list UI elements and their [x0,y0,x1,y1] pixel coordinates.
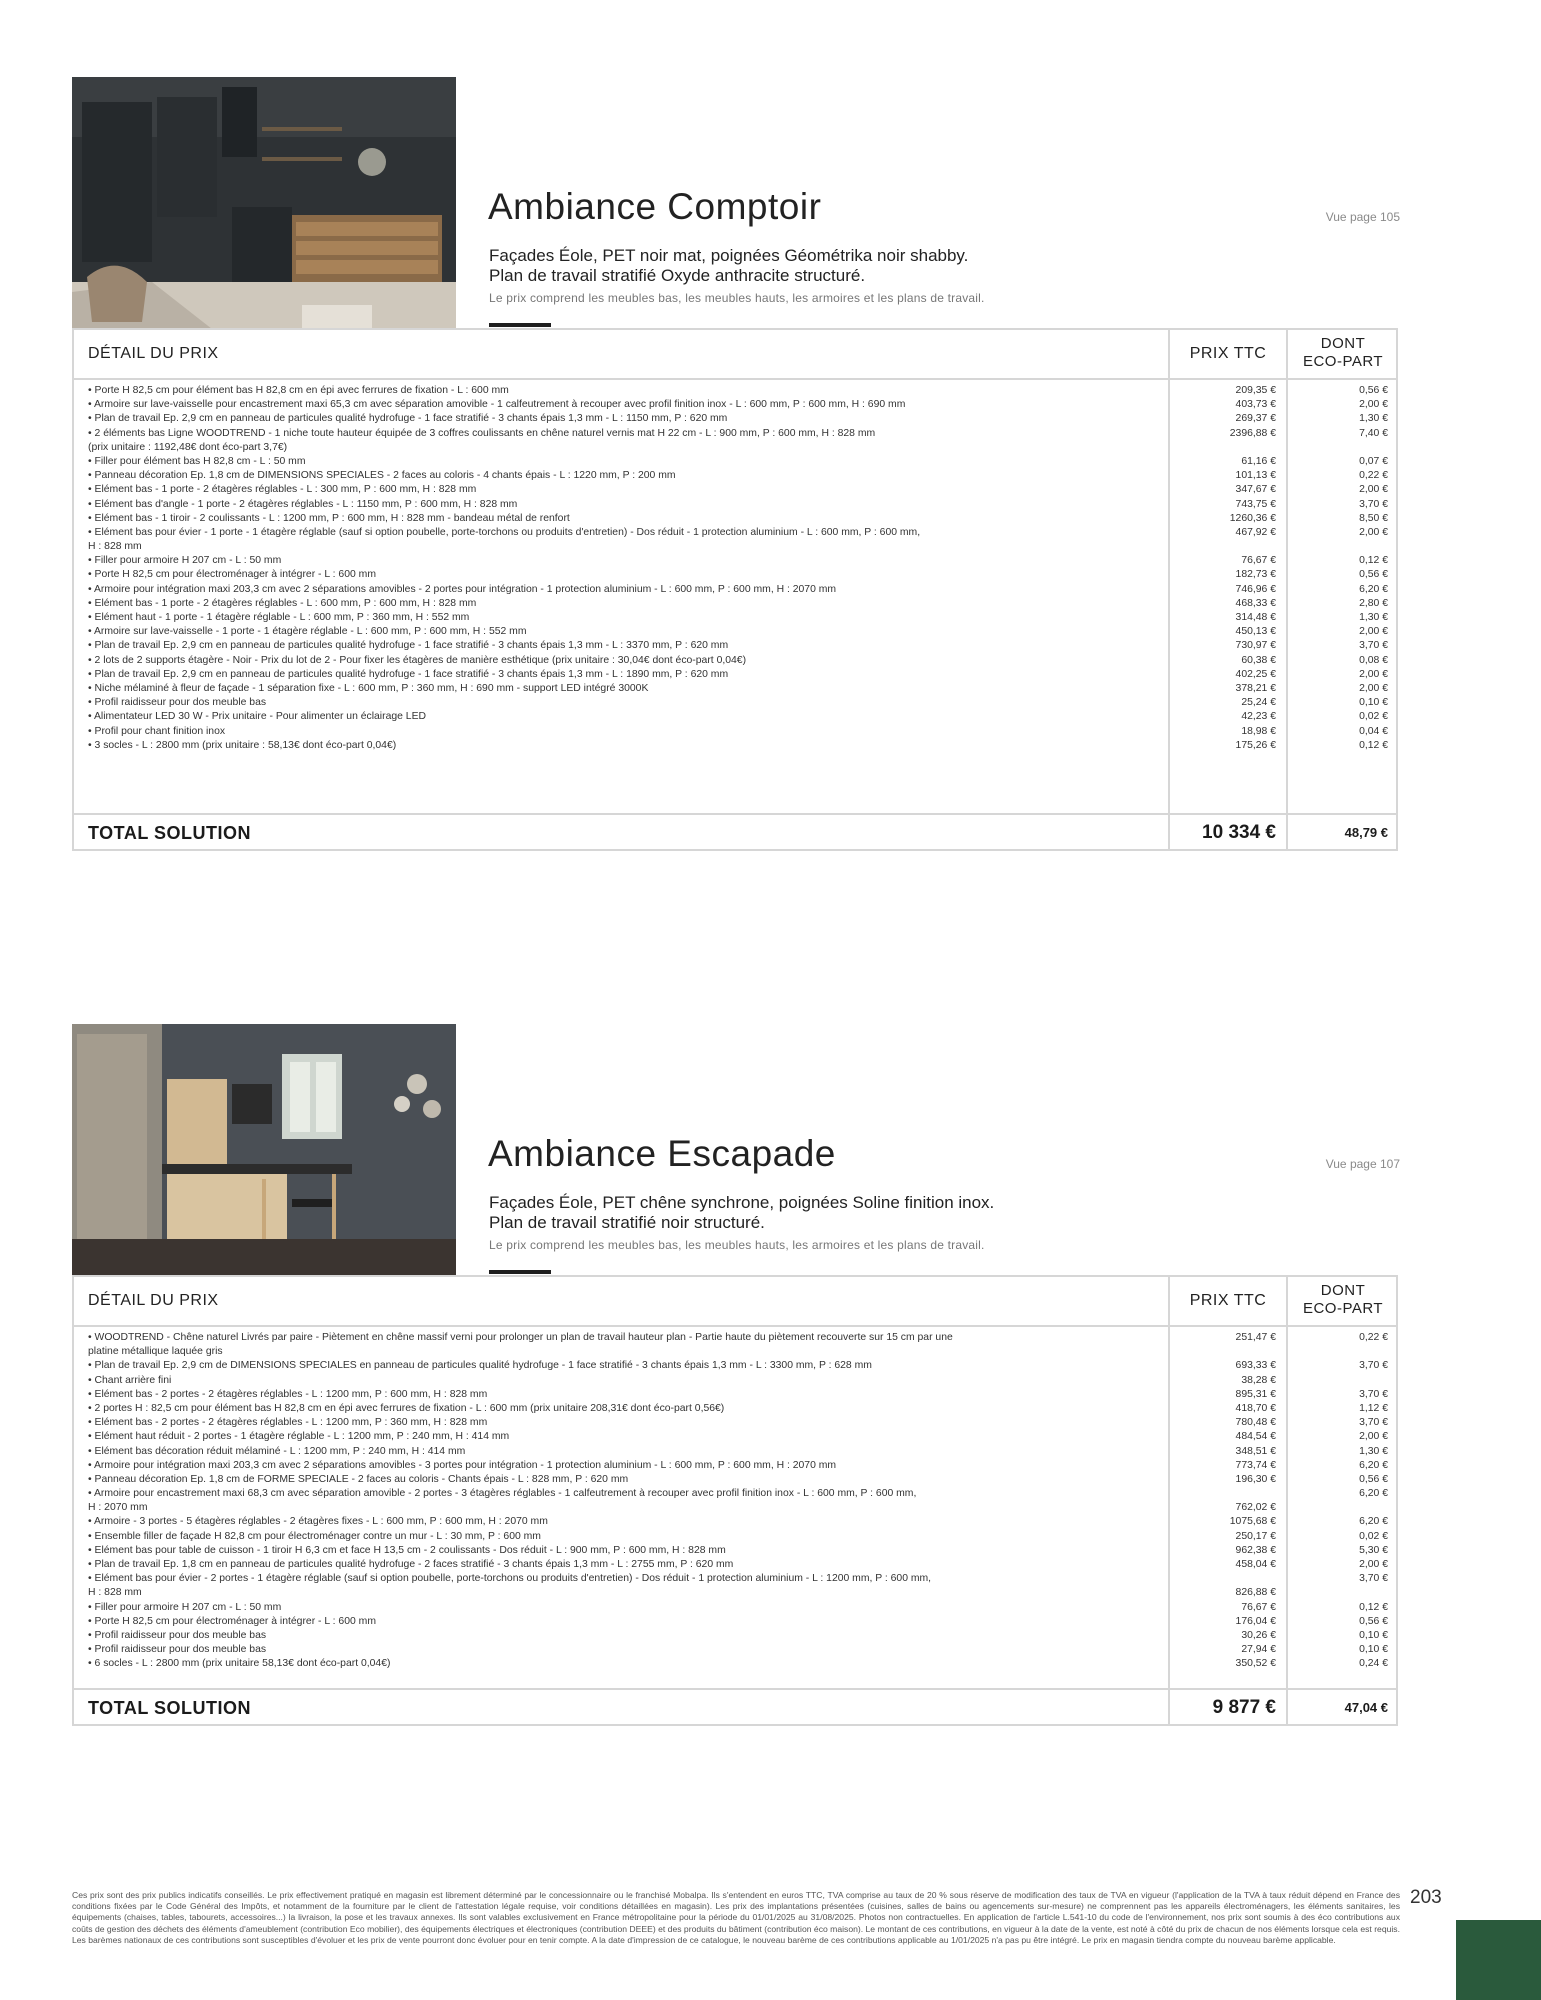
row-price: 762,02 € [1235,1502,1276,1514]
total-label: TOTAL SOLUTION [88,823,251,843]
row-price: 378,21 € [1235,682,1276,694]
row-price: 27,94 € [1241,1644,1276,1656]
row-price: 746,96 € [1235,583,1276,595]
table-row [74,540,1396,554]
row-eco-part: 0,10 € [1359,697,1388,709]
row-eco-part: 3,70 € [1359,1573,1388,1585]
row-price: 402,25 € [1235,668,1276,680]
row-eco-part: 1,30 € [1359,612,1388,623]
row-eco-part: 0,12 € [1359,555,1388,567]
table-row [74,1388,1396,1402]
table-row [74,1615,1396,1629]
total-price: 9 877 € [1212,1697,1276,1718]
table-rows [74,1331,1396,1672]
row-eco-part: 1,30 € [1359,413,1388,425]
row-eco-part: 2,00 € [1359,1559,1388,1570]
kitchen-photo-comptoir [72,77,456,329]
row-price: 895,31 € [1235,1388,1276,1400]
table-row [74,1459,1396,1473]
row-label: • Elément haut réduit - 2 portes - 1 étagère réglable - L : 1200 mm, P : 240 mm, H : 414 mm [88,1431,510,1443]
table-row [74,1473,1396,1487]
row-price: 962,38 € [1235,1544,1276,1556]
row-label: • Porte H 82,5 cm pour électroménager à intégrer - L : 600 mm [88,569,376,581]
row-label: • Profil raidisseur pour dos meuble bas [88,1644,267,1656]
table-row [74,498,1396,512]
table-row [74,1402,1396,1416]
legal-footer: Ces prix sont des prix publics indicatifs conseillés. Le prix effectivement pratiqué en magasin est librement déterminé par le concessionnaire ou le franchisé Mobalpa. Ils s'entendent en euros TTC, TVA comprise au taux de 20 % sous réserve de modification des taux de TVA en vigueur (l'application de la TVA à taux réduit dépend en France des conditions fixées par le Code Général des Impôts, et notamment de la fourniture par le client de l'attestation légale requise, voir conditions détaillées en magasin). Les prix des implantations présentées (cuisines, salles de bains ou agencements sur-mesure) ne comprennent pas les appareils électroménagers, les éléments sanitaires, les équipements (chaises, tables, tabourets, accessoires...) la livraison, la pose et les travaux annexes. Ils sont valables exclusivement en France métropolitaine pour la période du 01/01/2025 au 31/08/2025. Photos non contractuelles. En application de l'article L.541-10 du code de l'environnement, nos prix sont soumis à des éco contributions aux coûts de gestion des déchets des éléments d'ameublement (contribution Eco mobilier), des équipements électriques et électroniques (contribution DEEE) et des produits du bâtiment (contribution éco maison). Le montant de ces contributions, en vigueur à la date de la vente, est noté à côté du prix de chacun de nos éléments lorsque cela est requis. Les barèmes nationaux de ces contributions sont susceptibles d'évoluer et les prix de vente pourront donc évoluer pour en tenir compte. A la date d'impression de ce catalogue, le nouveau barème de ces contributions applicable au 1/01/2025 n'a pas pu être intégré. Le prix en magasin tiendra compte du nouveau barème applicable. [72,1890,1400,1945]
row-price: 743,75 € [1235,498,1276,510]
row-eco-part: 0,56 € [1359,1473,1388,1485]
table-row [74,455,1396,469]
row-eco-part: 2,80 € [1359,597,1388,609]
table-row [74,412,1396,426]
row-price: 468,33 € [1235,597,1276,609]
table-row [74,1331,1396,1345]
row-label: • Elément bas - 1 tiroir - 2 coulissants - L : 1200 mm, P : 600 mm, H : 828 mm - bandeau métal de renfort [88,512,570,524]
row-label: • Armoire pour intégration maxi 203,3 cm avec 2 séparations amovibles - 2 portes pour intégration - 1 protection aluminium - L : 600 mm, P : 600 mm, H : 2070 mm [88,583,837,595]
header-eco-line2: ECO-PART [1302,1300,1384,1317]
header-detail: DÉTAIL DU PRIX [88,345,219,362]
row-price: 61,16 € [1241,455,1276,467]
row-label: • Filler pour armoire H 207 cm - L : 50 mm [88,1601,282,1613]
row-price: 1075,68 € [1229,1516,1276,1528]
header-eco-line1: DONT [1320,1282,1366,1299]
table-row [74,1359,1396,1373]
table-row [74,1558,1396,1572]
vue-page-ref: Vue page 107 [1325,1157,1400,1171]
row-price: 347,67 € [1235,484,1276,496]
row-eco-part: 0,10 € [1359,1629,1388,1641]
table-row [74,554,1396,568]
row-price: 450,13 € [1235,626,1276,638]
row-price: 60,38 € [1241,654,1276,666]
table-row [74,483,1396,497]
row-label: (prix unitaire : 1192,48€ dont éco-part 3,7€) [88,441,288,453]
row-label: • 2 lots de 2 supports étagère - Noir - Prix du lot de 2 - Pour fixer les étagères de manière esthétique (prix unitaire : 30,04€ dont éco-part 0,04€) [88,654,747,666]
price-note: Le prix comprend les meubles bas, les meubles hauts, les armoires et les plans de travail. [489,291,985,305]
row-label: • Elément bas décoration réduit mélaminé - L : 1200 mm, P : 240 mm, H : 414 mm [88,1445,466,1457]
row-price: 484,54 € [1235,1431,1276,1443]
header-eco-line2: ECO-PART [1302,353,1384,370]
header-eco-line1: DONT [1320,335,1366,352]
title-underline [489,1270,551,1274]
table-row [74,568,1396,582]
row-label: • Elément haut - 1 porte - 1 étagère réglable - L : 600 mm, P : 360 mm, H : 552 mm [88,612,470,623]
row-price: 773,74 € [1235,1459,1276,1471]
row-label: • Plan de travail Ep. 2,9 cm en panneau de particules qualité hydrofuge - 1 face stratifié - 3 chants épais 1,3 mm - L : 1150 mm, P : 620 mm [88,413,728,425]
table-header [74,1277,1396,1327]
table-row [74,1445,1396,1459]
row-label: • Elément bas pour évier - 1 porte - 1 étagère réglable (sauf si option poubelle, porte-torchons ou produits d'entretien) - Dos réduit - 1 protection aluminium - L : 600 mm, P : 600 mm, [88,526,921,538]
row-price: 182,73 € [1235,569,1276,581]
row-price: 826,88 € [1235,1587,1276,1599]
header-detail: DÉTAIL DU PRIX [88,1292,219,1309]
row-eco-part: 3,70 € [1359,1388,1388,1400]
table-rows [74,384,1396,753]
total-row [74,813,1396,849]
table-row [74,1586,1396,1600]
row-eco-part: 8,50 € [1359,512,1388,524]
row-label: • WOODTREND - Chêne naturel Livrés par paire - Piètement en chêne massif verni pour prolonger un plan de travail hauteur plan - Partie haute du piètement recouverte sur 15 cm par une [88,1332,953,1343]
row-label: • Filler pour armoire H 207 cm - L : 50 mm [88,555,282,567]
table-row [74,1629,1396,1643]
row-eco-part: 6,20 € [1359,583,1388,595]
row-price: 730,97 € [1235,640,1276,652]
header-eco-part [1288,335,1398,371]
row-label: • 2 portes H : 82,5 cm pour élément bas H 82,8 cm en épi avec ferrures de fixation - L : 600 mm (prix unitaire 208,31€ dont éco-part 0,56€) [88,1402,725,1414]
row-price: 251,47 € [1235,1332,1276,1343]
row-eco-part: 0,02 € [1359,1530,1388,1542]
table-row [74,597,1396,611]
row-label: platine métallique laquée gris [88,1346,223,1358]
row-price: 2396,88 € [1229,427,1276,439]
row-eco-part: 2,00 € [1359,399,1388,411]
row-label: H : 2070 mm [88,1502,148,1514]
row-eco-part: 1,12 € [1359,1402,1388,1414]
total-row [74,1688,1396,1724]
header-eco-part [1288,1282,1398,1318]
price-table [72,1275,1398,1726]
row-label: • Ensemble filler de façade H 82,8 cm pour électroménager contre un mur - L : 30 mm, P : 600 mm [88,1530,541,1542]
row-price: 175,26 € [1235,739,1276,751]
row-label: • Panneau décoration Ep. 1,8 cm de DIMENSIONS SPECIALES - 2 faces au coloris - 4 chants épais - L : 1220 mm, P : 200 mm [88,470,676,482]
row-label: • Armoire - 3 portes - 5 étagères réglables - 2 étagères fixes - L : 600 mm, P : 600 mm, H : 2070 mm [88,1516,548,1528]
table-row [74,739,1396,753]
row-eco-part: 1,30 € [1359,1445,1388,1457]
row-eco-part: 0,04 € [1359,725,1388,737]
table-row [74,583,1396,597]
row-eco-part: 2,00 € [1359,526,1388,538]
table-row [74,441,1396,455]
row-label: • Armoire sur lave-vaisselle pour encastrement maxi 65,3 cm avec séparation amovible - 1 calfeutrement à recouper avec profil finition inox - L : 600 mm, P : 600 mm, H : 690 mm [88,399,906,411]
header-prix-ttc: PRIX TTC [1189,1292,1267,1309]
row-eco-part: 3,70 € [1359,1360,1388,1372]
table-header [74,330,1396,380]
table-row [74,696,1396,710]
table-row [74,654,1396,668]
page-number: 203 [1410,1887,1442,1908]
row-price: 101,13 € [1235,470,1276,482]
row-eco-part: 7,40 € [1359,427,1388,439]
row-eco-part: 0,07 € [1359,455,1388,467]
row-eco-part: 6,20 € [1359,1516,1388,1528]
row-price: 348,51 € [1235,1445,1276,1457]
row-label: • Alimentateur LED 30 W - Prix unitaire - Pour alimenter un éclairage LED [88,711,427,723]
table-row [74,512,1396,526]
table-row [74,1501,1396,1515]
table-row [74,725,1396,739]
kitchen-photo-escapade [72,1024,456,1276]
section-comptoir [72,77,1400,851]
price-table [72,328,1398,851]
row-eco-part: 2,00 € [1359,682,1388,694]
row-label: • Plan de travail Ep. 2,9 cm en panneau de particules qualité hydrofuge - 1 face stratifié - 3 chants épais 1,3 mm - L : 3370 mm, P : 620 mm [88,640,729,652]
row-price: 350,52 € [1235,1658,1276,1670]
row-price: 467,92 € [1235,526,1276,538]
row-label: • Chant arrière fini [88,1374,172,1386]
row-label: • Filler pour élément bas H 82,8 cm - L : 50 mm [88,455,306,467]
row-eco-part: 0,12 € [1359,739,1388,751]
row-eco-part: 0,56 € [1359,385,1388,396]
row-eco-part: 0,12 € [1359,1601,1388,1613]
table-row [74,625,1396,639]
description-line-1: Façades Éole, PET noir mat, poignées Géométrika noir shabby. [489,246,969,265]
row-label: • 6 socles - L : 2800 mm (prix unitaire 58,13€ dont éco-part 0,04€) [88,1658,391,1670]
table-row [74,682,1396,696]
row-label: • Plan de travail Ep. 2,9 cm en panneau de particules qualité hydrofuge - 1 face stratifié - 3 chants épais 1,3 mm - L : 1890 mm, P : 620 mm [88,668,729,680]
table-row [74,1515,1396,1529]
row-label: • Elément bas - 1 porte - 2 étagères réglables - L : 300 mm, P : 600 mm, H : 828 mm [88,484,477,496]
row-label: • Panneau décoration Ep. 1,8 cm de FORME SPECIALE - 2 faces au coloris - Chants épais - L : 828 mm, P : 620 mm [88,1473,629,1485]
description-line-2: Plan de travail stratifié noir structuré. [489,1213,765,1232]
table-row [74,1374,1396,1388]
row-price: 18,98 € [1241,725,1276,737]
row-label: • Plan de travail Ep. 1,8 cm en panneau de particules qualité hydrofuge - 2 faces stratifié - 3 chants épais 1,3 mm - L : 2755 mm, P : 620 mm [88,1559,734,1570]
row-eco-part: 0,22 € [1359,1332,1388,1343]
row-eco-part: 0,56 € [1359,1615,1388,1627]
row-price: 403,73 € [1235,399,1276,411]
row-eco-part: 3,70 € [1359,1417,1388,1429]
row-label: • Armoire sur lave-vaisselle - 1 porte - 1 étagère réglable - L : 600 mm, P : 600 mm, H : 552 mm [88,626,527,638]
price-note: Le prix comprend les meubles bas, les meubles hauts, les armoires et les plans de travail. [489,1238,985,1252]
row-price: 196,30 € [1235,1473,1276,1485]
row-eco-part: 3,70 € [1359,498,1388,510]
table-row [74,1416,1396,1430]
row-price: 209,35 € [1235,385,1276,396]
row-label: • Armoire pour encastrement maxi 68,3 cm avec séparation amovible - 2 portes - 3 étagères réglables - 1 calfeutrement à recouper avec profil finition inox - L : 600 mm, P : 600 mm, [88,1488,917,1500]
table-row [74,611,1396,625]
row-label: • Elément bas d'angle - 1 porte - 2 étagères réglables - L : 1150 mm, P : 600 mm, H : 828 mm [88,498,518,510]
table-row [74,526,1396,540]
row-price: 693,33 € [1235,1360,1276,1372]
row-price: 269,37 € [1235,413,1276,425]
row-label: • Plan de travail Ep. 2,9 cm de DIMENSIONS SPECIALES en panneau de particules qualité hydrofuge - 1 face stratifié - 3 chants épais 1,3 mm - L : 3300 mm, P : 628 mm [88,1360,872,1372]
description-line-1: Façades Éole, PET chêne synchrone, poignées Soline finition inox. [489,1193,995,1212]
row-eco-part: 0,08 € [1359,654,1388,666]
description-line-2: Plan de travail stratifié Oxyde anthracite structuré. [489,266,866,285]
row-label: H : 828 mm [88,541,142,553]
row-label: • Profil raidisseur pour dos meuble bas [88,697,267,709]
total-label: TOTAL SOLUTION [88,1698,251,1718]
table-row [74,1572,1396,1586]
row-price: 76,67 € [1241,1601,1276,1613]
row-eco-part: 2,00 € [1359,668,1388,680]
table-row [74,398,1396,412]
section-escapade [72,1024,1400,1724]
table-row [74,1345,1396,1359]
row-price: 418,70 € [1235,1402,1276,1414]
row-eco-part: 2,00 € [1359,1431,1388,1443]
row-eco-part: 3,70 € [1359,640,1388,652]
total-eco-part: 48,79 € [1344,825,1388,840]
total-eco-part: 47,04 € [1344,1700,1388,1715]
row-eco-part: 0,10 € [1359,1644,1388,1656]
table-row [74,384,1396,398]
row-price: 780,48 € [1235,1417,1276,1429]
row-label: • 2 éléments bas Ligne WOODTREND - 1 niche toute hauteur équipée de 3 coffres coulissants en chêne naturel vernis mat H 22 cm - L : 900 mm, P : 600 mm, H : 828 mm [88,427,876,439]
row-price: 42,23 € [1241,711,1276,723]
row-label: • 3 socles - L : 2800 mm (prix unitaire : 58,13€ dont éco-part 0,04€) [88,739,397,751]
row-price: 314,48 € [1235,612,1276,623]
brand-color-block [1456,1920,1541,2000]
row-eco-part: 2,00 € [1359,626,1388,638]
table-row [74,1601,1396,1615]
table-row [74,469,1396,483]
row-price: 1260,36 € [1229,512,1276,524]
table-row [74,1430,1396,1444]
row-eco-part: 0,56 € [1359,569,1388,581]
row-label: • Elément bas pour évier - 2 portes - 1 étagère réglable (sauf si option poubelle, porte-torchons ou produits d'entretien) - Dos réduit - 1 protection aluminium - L : 1200 mm, P : 600 mm, [88,1573,932,1585]
row-label: • Porte H 82,5 cm pour élément bas H 82,8 cm en épi avec ferrures de fixation - L : 600 mm [88,385,509,396]
row-eco-part: 0,24 € [1359,1658,1388,1670]
row-label: • Elément bas - 1 porte - 2 étagères réglables - L : 600 mm, P : 600 mm, H : 828 mm [88,597,477,609]
section-title: Ambiance Comptoir [488,186,822,227]
title-underline [489,323,551,327]
row-eco-part: 6,20 € [1359,1488,1388,1500]
row-label: H : 828 mm [88,1587,142,1599]
row-label: • Elément bas pour table de cuisson - 1 tiroir H 6,3 cm et face H 13,5 cm - 2 coulissants - Dos réduit - L : 900 mm, P : 600 mm, H : 828 mm [88,1544,726,1556]
table-row [74,427,1396,441]
section-title: Ambiance Escapade [488,1133,836,1174]
row-price: 176,04 € [1235,1615,1276,1627]
row-eco-part: 0,02 € [1359,711,1388,723]
table-row [74,1530,1396,1544]
table-row [74,639,1396,653]
row-label: • Elément bas - 2 portes - 2 étagères réglables - L : 1200 mm, P : 600 mm, H : 828 mm [88,1388,488,1400]
row-price: 38,28 € [1241,1374,1276,1386]
row-price: 25,24 € [1241,697,1276,709]
table-row [74,1544,1396,1558]
row-label: • Elément bas - 2 portes - 2 étagères réglables - L : 1200 mm, P : 360 mm, H : 828 mm [88,1417,488,1429]
row-price: 250,17 € [1235,1530,1276,1542]
row-eco-part: 5,30 € [1359,1544,1388,1556]
table-row [74,1657,1396,1671]
row-label: • Niche mélaminé à fleur de façade - 1 séparation fixe - L : 600 mm, P : 360 mm, H : 690 mm - support LED intégré 3000K [88,682,649,694]
row-label: • Profil raidisseur pour dos meuble bas [88,1629,267,1641]
row-label: • Porte H 82,5 cm pour électroménager à intégrer - L : 600 mm [88,1615,376,1627]
header-prix-ttc: PRIX TTC [1189,345,1267,362]
row-price: 76,67 € [1241,555,1276,567]
row-eco-part: 6,20 € [1359,1459,1388,1471]
vue-page-ref: Vue page 105 [1325,210,1400,224]
table-row [74,710,1396,724]
row-eco-part: 0,22 € [1359,470,1388,482]
row-label: • Profil pour chant finition inox [88,725,226,737]
row-price: 458,04 € [1235,1559,1276,1570]
row-eco-part: 2,00 € [1359,484,1388,496]
table-row [74,1643,1396,1657]
row-label: • Armoire pour intégration maxi 203,3 cm avec 2 séparations amovibles - 3 portes pour intégration - 1 protection aluminium - L : 600 mm, P : 600 mm, H : 2070 mm [88,1459,837,1471]
table-row [74,1487,1396,1501]
total-price: 10 334 € [1202,822,1276,843]
table-row [74,668,1396,682]
row-price: 30,26 € [1241,1629,1276,1641]
